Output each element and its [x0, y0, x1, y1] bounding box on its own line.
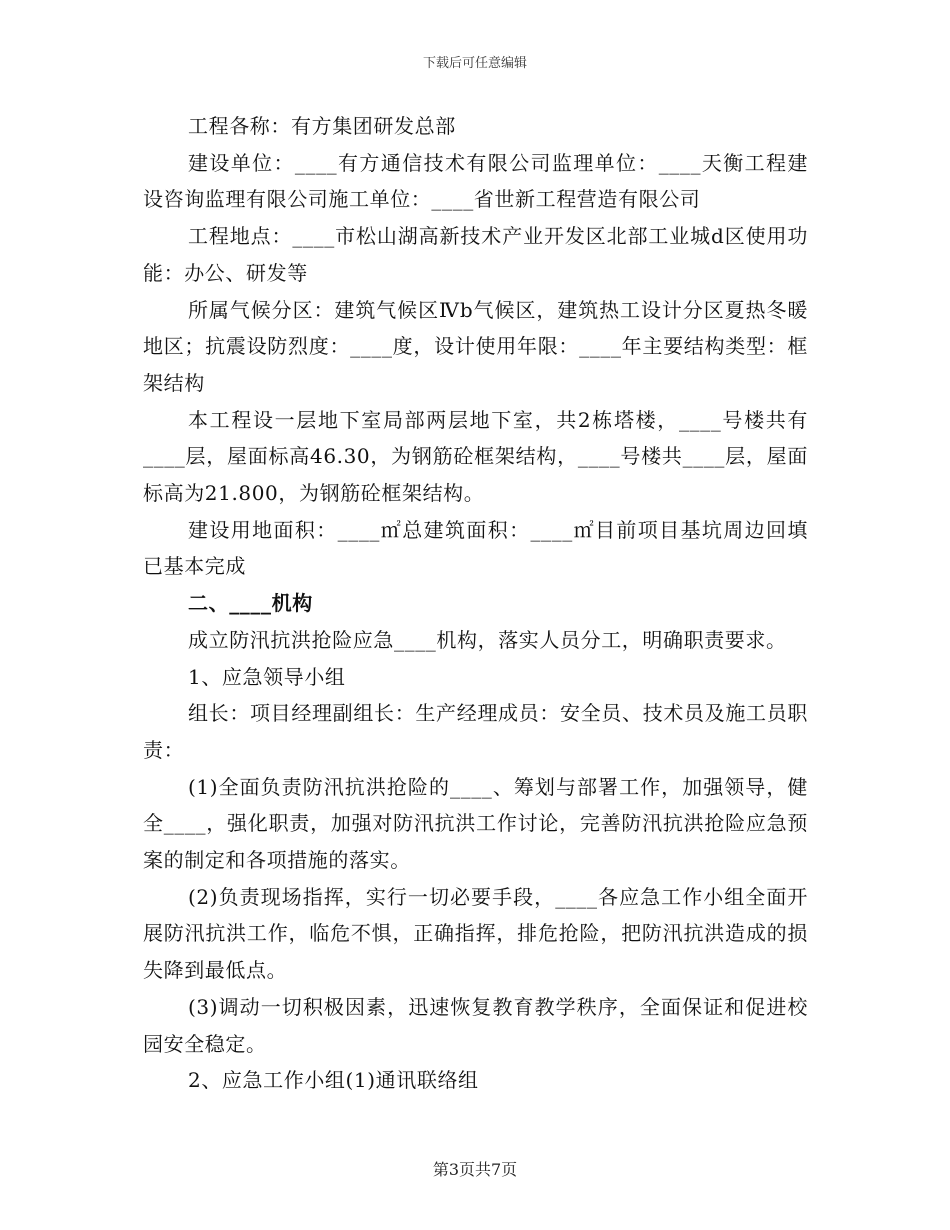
section-intro: 成立防汛抗洪抢险应急____机构，落实人员分工，明确职责要求。: [188, 627, 787, 652]
climate-zone: 所属气候分区：建筑气候区Ⅳb气候区，建筑热工设计分区夏热冬暖地区；抗震设防烈度：____度，设计使用年限：____年主要结构类型：框架结构: [143, 297, 808, 395]
duty-item-1: (1)全面负责防汛抗洪抢险的____、筹划与部署工作，加强领导，健全____，强化职责，加强对防汛抗洪工作讨论，完善防汛抗洪抢险应急预案的制定和各项措施的落实。: [143, 774, 808, 873]
duty-item-3: (3)调动一切积极因素，迅速恢复教育教学秩序，全面保证和促进校园安全稳定。: [143, 994, 808, 1056]
page-number: 第3页共7页: [432, 1160, 518, 1179]
document-body: [143, 108, 808, 1099]
leadership-members: 组长：项目经理副组长：生产经理成员：安全员、技术员及施工员职责：: [143, 701, 808, 762]
section-heading: 二、____机构: [188, 591, 313, 616]
subheading-leadership: 1、应急领导小组: [188, 664, 346, 689]
duty-item-2: (2)负责现场指挥，实行一切必要手段，____各应急工作小组全面开展防汛抗洪工作，临危不惧，正确指挥，排危抢险，把防汛抗洪造成的损失降到最低点。: [143, 884, 808, 983]
page-header: 下载后可任意编辑: [422, 56, 527, 71]
project-name: 工程各称：有方集团研发总部: [188, 114, 456, 138]
project-location: 工程地点：____市松山湖高新技术产业开发区北部工业城d区使用功能：办公、研发等: [143, 224, 808, 285]
subheading-working-groups: 2、应急工作小组(1)通讯联络组: [188, 1068, 479, 1093]
construction-units: 建设单位：____有方通信技术有限公司监理单位：____天衡工程建设咨询监理有限公司施工单位：____省世新工程营造有限公司: [143, 150, 808, 212]
project-overview: 本工程设一层地下室局部两层地下室，共2栋塔楼，____号楼共有____层，屋面标高46.30，为钢筋砼框架结构，____号楼共____层，屋面标高为21.800，为钢筋砼框架结构。: [143, 407, 808, 506]
land-area: 建设用地面积：____㎡总建筑面积：____㎡目前项目基坑周边回填已基本完成: [143, 517, 808, 579]
